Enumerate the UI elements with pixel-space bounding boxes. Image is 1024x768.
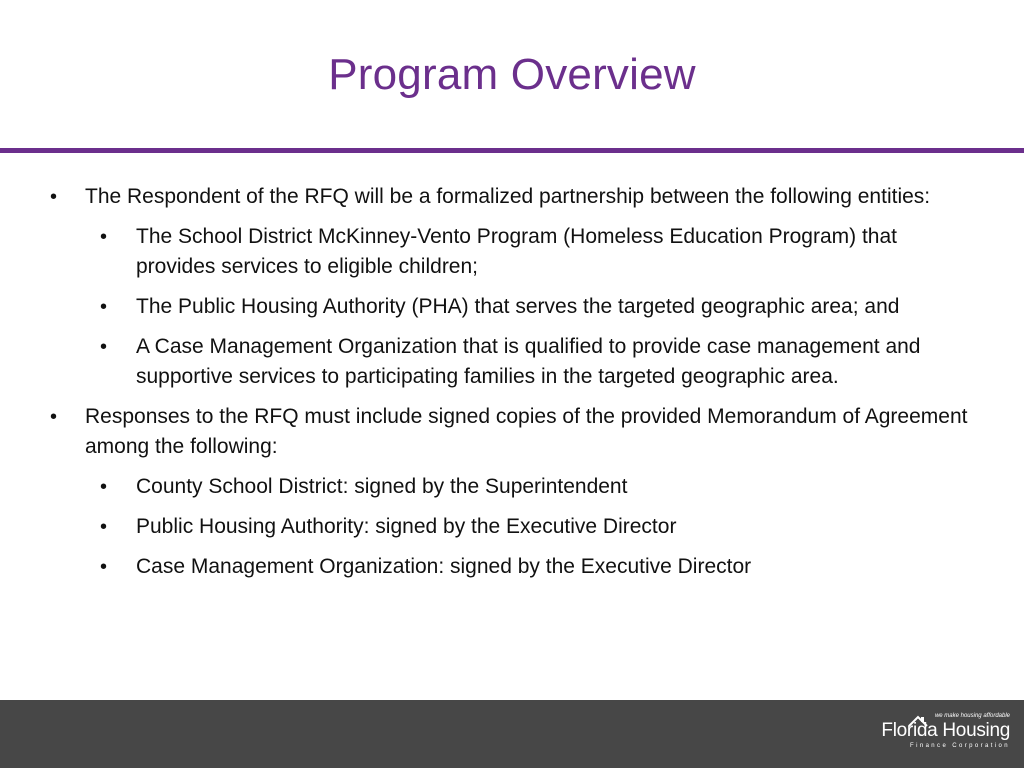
footer-bar xyxy=(0,700,1024,768)
bullet-text: The Respondent of the RFQ will be a formalized partnership between the following entities: xyxy=(85,185,931,208)
slide-title: Program Overview xyxy=(328,50,696,99)
bullet-item xyxy=(46,402,981,462)
sub-bullet-text: A Case Management Organization that is qualified to provide case management and supportive services to participating families in the targeted geographic area. xyxy=(136,335,921,388)
sub-bullet-item xyxy=(46,512,981,542)
title-divider xyxy=(0,148,1024,153)
bullet-item xyxy=(46,182,981,212)
sub-bullet-text: Public Housing Authority: signed by the Executive Director xyxy=(136,515,677,538)
bullet-icon: • xyxy=(100,296,108,318)
sub-bullet-item xyxy=(46,292,981,322)
sub-bullet-item xyxy=(46,552,981,582)
sub-bullet-text: The School District McKinney-Vento Program (Homeless Education Program) that provides services to eligible children; xyxy=(136,225,897,278)
sub-bullet-text: Case Management Organization: signed by the Executive Director xyxy=(136,555,752,578)
logo-subtitle: Finance Corporation xyxy=(910,743,1010,749)
bullet-text: Responses to the RFQ must include signed copies of the provided Memorandum of Agreement among the following: xyxy=(85,405,968,458)
bullet-icon: • xyxy=(50,406,58,428)
logo-name: Florida Housing xyxy=(881,720,1010,741)
sub-bullet-text: The Public Housing Authority (PHA) that serves the targeted geographic area; and xyxy=(136,295,900,318)
florida-housing-logo xyxy=(878,713,1010,755)
sub-bullet-item xyxy=(46,332,981,392)
bullet-icon: • xyxy=(100,336,108,358)
bullet-icon: • xyxy=(100,476,108,498)
bullet-icon: • xyxy=(100,556,108,578)
sub-bullet-item xyxy=(46,472,981,502)
bullet-icon: • xyxy=(100,516,108,538)
sub-bullet-text: County School District: signed by the Superintendent xyxy=(136,475,628,498)
bullet-icon: • xyxy=(50,186,58,208)
logo-tagline: we make housing affordable xyxy=(934,713,1010,719)
bullet-icon: • xyxy=(100,226,108,248)
bullet-list xyxy=(46,182,981,592)
sub-bullet-item xyxy=(46,222,981,282)
